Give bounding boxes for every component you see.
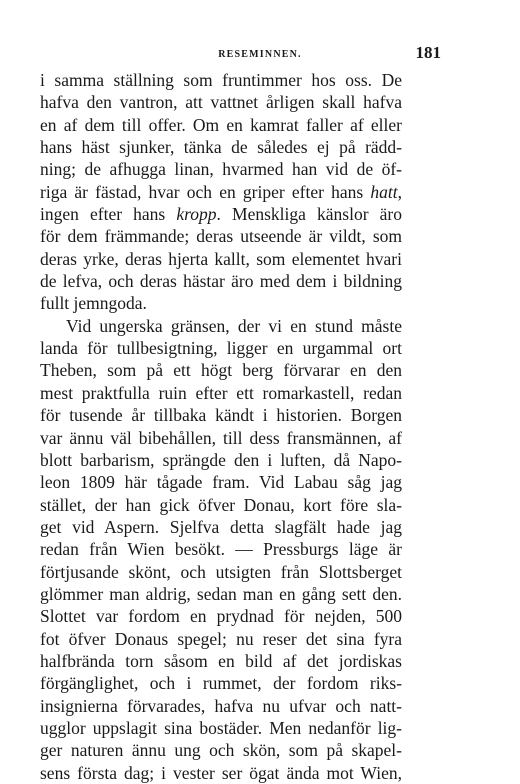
text-line: i samma ställning som fruntimmer hos oss. De <box>40 70 402 90</box>
text-line: de lefva, och deras hästar äro med dem i bildning <box>40 271 402 292</box>
text-line: Theben, som på ett högt berg förvarar en den <box>40 360 402 381</box>
page-header <box>40 43 480 65</box>
text-line: redan från Wien besökt. — Pressburgs läge är <box>40 539 402 560</box>
text-line: deras yrke, deras hjerta kallt, som elementet hvari <box>40 248 402 269</box>
text-line: riga är fästad, hvar och en griper efter hans hatt, <box>40 181 402 202</box>
text-line: hafva den vantron, att vattnet årligen skall hafva <box>40 92 402 113</box>
text-line-paragraph-start: Vid ungerska gränsen, der vi en stund måste <box>66 315 402 336</box>
text-line: leon 1809 här tågade fram. Vid Labau såg jag <box>40 472 402 493</box>
text-line: landa för tullbesigtning, ligger en urgammal ort <box>40 338 402 359</box>
text-line: halfbrända torn såsom en bild af det jordiskas <box>40 650 402 671</box>
text-line: glömmer man aldrig, sedan man en gång sett den. <box>40 583 402 604</box>
text-line: ingen efter hans kropp. Menskliga känslor äro <box>40 204 402 225</box>
text-line: fot öfver Donaus spegel; nu reser det sina fyra <box>40 628 402 649</box>
text-line: för dem främmande; deras utseende är vildt, som <box>40 226 402 247</box>
text-line: Slottet var fordom en prydnad för nejden, 500 <box>40 606 402 627</box>
text-line: ugglor uppslagit sina bostäder. Men nedanför lig- <box>40 717 402 738</box>
text-line: stället, der han gick öfver Donau, kort före sla- <box>40 494 402 515</box>
body-text <box>40 69 402 784</box>
text-line: mest praktfulla ruin efter ett romarkastell, redan <box>40 382 402 403</box>
text-line: sens första dag; i vester ser ögat ända mot Wien, <box>40 762 402 783</box>
text-line: en af dem till offer. Om en kamrat faller af eller <box>40 114 402 135</box>
text-line: blott barbarism, sprängde den i luften, då Napo- <box>40 449 402 470</box>
text-line: var ännu väl bibehållen, till dess fransmännen, af <box>40 427 402 448</box>
text-line: hans häst sjunker, tänka de således ej på rädd- <box>40 137 402 158</box>
text-line-paragraph-end: fullt jemngoda. <box>40 293 147 314</box>
text-line: för tusende år tillbaka kändt i historien. Borgen <box>40 405 402 426</box>
text-line: ger naturen ännu ung och skön, som på skapel- <box>40 740 402 761</box>
page-number: 181 <box>415 43 441 62</box>
running-head: RESEMINNEN. <box>218 49 302 60</box>
text-line: get vid Aspern. Sjelfva detta slagfält hade jag <box>40 516 402 537</box>
text-line: förtjusande skönt, och utsigten från Slottsberget <box>40 561 402 582</box>
text-line: insignierna förvarades, hafva nu ufvar och natt- <box>40 695 402 716</box>
text-line: ning; de afhugga linan, hvarmed han vid de öf- <box>40 159 402 180</box>
text-line: förgänglighet, och i rummet, der fordom riks- <box>40 673 402 694</box>
